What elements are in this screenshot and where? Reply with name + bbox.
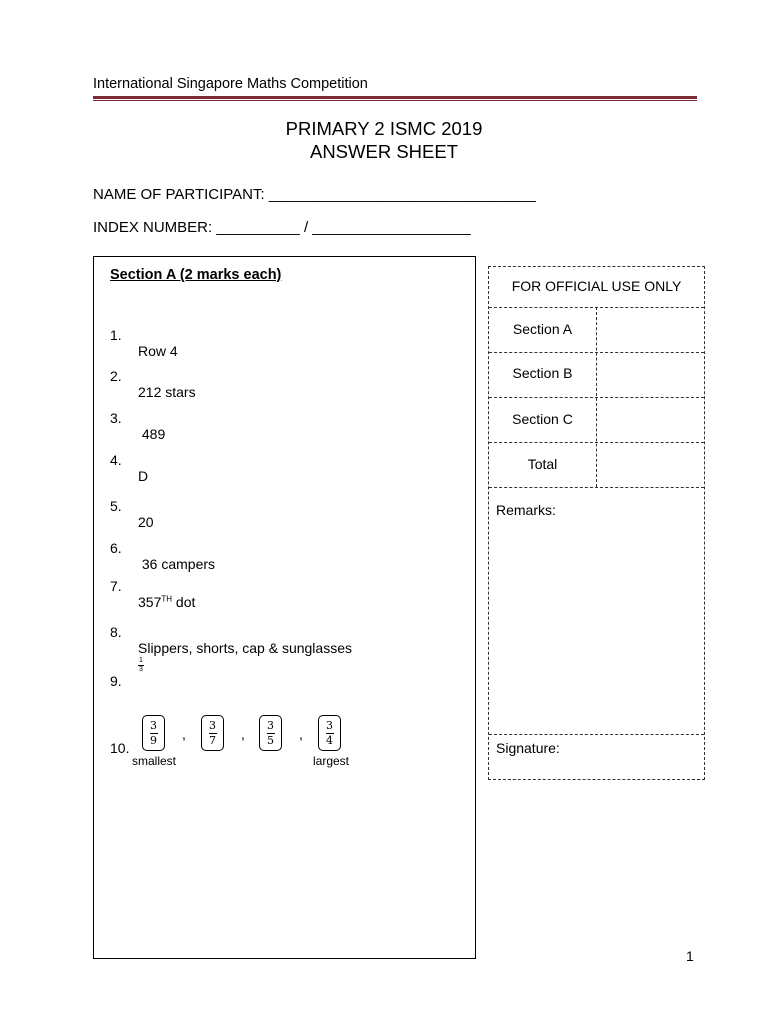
answer-number: 7.: [110, 578, 122, 594]
fraction-box: [318, 715, 341, 751]
official-use-box: [488, 266, 705, 780]
answer-item: [110, 657, 122, 689]
answer-item: [110, 394, 166, 442]
answer-number: 4.: [110, 452, 122, 468]
divider: [489, 442, 704, 443]
smallest-label: smallest: [132, 754, 177, 768]
page-number: 1: [686, 948, 694, 964]
answer-item: [110, 608, 352, 656]
answer-number: 6.: [110, 540, 122, 556]
answer-number: 10.: [110, 740, 130, 756]
answer-item: [110, 562, 196, 610]
answer-text: 212 stars: [138, 384, 196, 400]
competition-name: International Singapore Maths Competition: [93, 76, 368, 92]
fraction-box: [201, 715, 224, 751]
divider: [489, 734, 704, 735]
answer-item: [110, 724, 130, 756]
header-rule-thin: [93, 100, 697, 101]
official-use-heading: FOR OFFICIAL USE ONLY: [511, 278, 682, 294]
divider: [489, 397, 704, 398]
row-label-section-c: Section C: [512, 411, 573, 427]
page-subtitle: ANSWER SHEET: [309, 141, 459, 162]
answer-text: 36 campers: [138, 556, 216, 572]
row-label-section-a: Section A: [512, 321, 573, 337]
section-a-title: Section A (2 marks each): [110, 267, 282, 283]
header-rule-thick: [93, 96, 697, 99]
participant-name-field: NAME OF PARTICIPANT: ________________________________: [93, 186, 536, 203]
answer-text: D: [138, 468, 149, 484]
ordinal-suffix: TH: [161, 594, 173, 604]
answer-number: 2.: [110, 368, 122, 384]
answer-number: 9.: [110, 673, 122, 689]
answer-text: 20: [138, 514, 154, 530]
fraction-denominator: 9: [150, 734, 157, 747]
fraction-numerator: 1: [139, 657, 143, 664]
fraction-denominator: 7: [209, 734, 216, 747]
answer-text: 489: [138, 426, 166, 442]
answer-number: 8.: [110, 624, 122, 640]
fraction-denominator: 4: [326, 734, 333, 747]
fraction-separator: ,: [299, 726, 303, 742]
fraction-numerator: 3: [267, 719, 274, 732]
fraction-numerator: 3: [150, 719, 157, 732]
page-title: PRIMARY 2 ISMC 2019: [285, 118, 483, 139]
fraction-denominator: 5: [267, 734, 274, 747]
answer-text: Slippers, shorts, cap & sunglasses: [138, 640, 352, 656]
fraction-answer: [138, 657, 144, 674]
fraction-separator: ,: [241, 726, 245, 742]
index-number-field: INDEX NUMBER: __________ / ___________________: [93, 219, 471, 236]
remarks-label: Remarks:: [496, 502, 556, 518]
fraction-separator: ,: [182, 726, 186, 742]
largest-label: largest: [313, 754, 350, 768]
signature-label: Signature:: [496, 740, 560, 756]
fraction-numerator: 3: [326, 719, 333, 732]
fraction-denominator: 3: [139, 666, 143, 673]
divider: [489, 487, 704, 488]
answer-item: [110, 352, 196, 400]
answer-number: 3.: [110, 410, 122, 426]
fraction-box: [259, 715, 282, 751]
answer-number: 1.: [110, 327, 122, 343]
divider: [489, 352, 704, 353]
answer-number: 5.: [110, 498, 122, 514]
fraction-box: [142, 715, 165, 751]
answer-text: [138, 594, 195, 610]
fraction-numerator: 3: [209, 719, 216, 732]
answer-item: [110, 482, 154, 530]
row-label-total: Total: [527, 456, 558, 472]
answer-suffix: dot: [172, 594, 196, 610]
answer-text: Row 4: [138, 343, 178, 359]
row-label-section-b: Section B: [512, 365, 573, 381]
answer-item: [110, 436, 149, 484]
answer-value: 357: [138, 594, 162, 610]
